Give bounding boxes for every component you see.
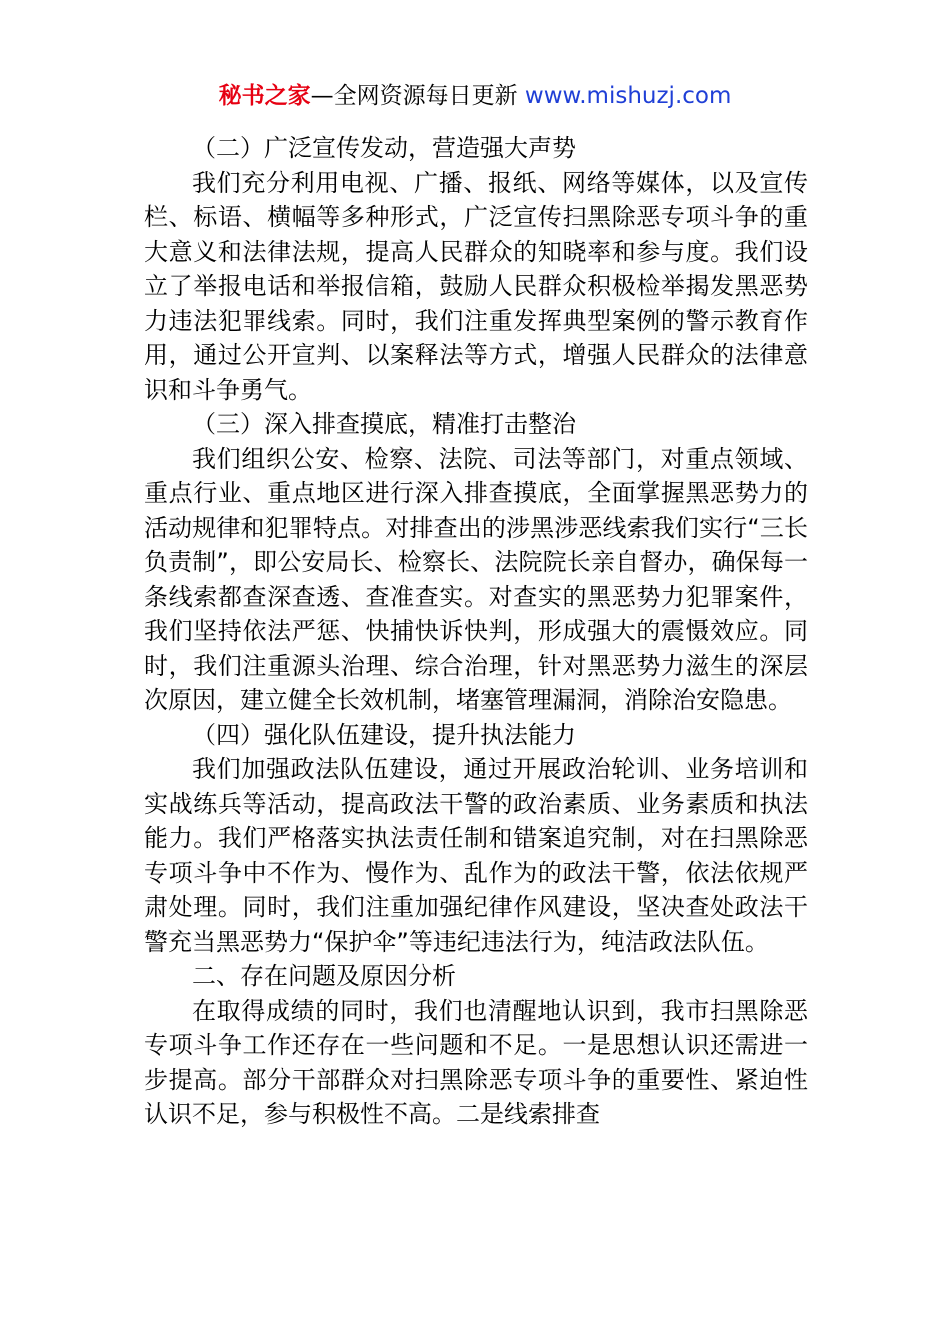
header-tagline: —全网资源每日更新 <box>310 83 525 109</box>
section-heading-problems: 二、存在问题及原因分析 <box>192 962 456 990</box>
paragraph-team-building: 我们加强政法队伍建设，通过开展政治轮训、业务培训和实战练兵等活动，提高政法干警的政治素质、业务素质和执法能力。我们严格落实执法责任制和错案追究制，对在扫黑除恶专项斗争中不作为、慢作为、乱作为的政法干警，依法依规严肃处理。同时，我们注重加强纪律作风建设，坚决查处政法干警充当黑恶势力“保护伞”等违纪违法行为，纯洁政法队伍。 <box>144 755 808 956</box>
paragraph-investigation: 我们组织公安、检察、法院、司法等部门，对重点领域、重点行业、重点地区进行深入排查摸底，全面掌握黑恶势力的活动规律和犯罪特点。对排查出的涉黑涉恶线索我们实行“三长负责制”，即公安局长、检察长、法院院长亲自督办，确保每一条线索都查深查透、查准查实。对查实的黑恶势力犯罪案件，我们坚持依法严惩、快捕快诉快判，形成强大的震慑效应。同时，我们注重源头治理、综合治理，针对黑恶势力滋生的深层次原因，建立健全长效机制，堵塞管理漏洞，消除治安隐患。 <box>144 444 808 714</box>
site-header <box>0 80 950 112</box>
paragraph-problems: 在取得成绩的同时，我们也清醒地认识到，我市扫黑除恶专项斗争工作还存在一些问题和不足。一是思想认识还需进一步提高。部分干部群众对扫黑除恶专项斗争的重要性、紧迫性认识不足，参与积极性不高。二是线索排查 <box>144 996 808 1128</box>
paragraph-publicity: 我们充分利用电视、广播、报纸、网络等媒体，以及宣传栏、标语、横幅等多种形式，广泛宣传扫黑除恶专项斗争的重大意义和法律法规，提高人民群众的知晓率和参与度。我们设立了举报电话和举报信箱，鼓励人民群众积极检举揭发黑恶势力违法犯罪线索。同时，我们注重发挥典型案例的警示教育作用，通过公开宣判、以案释法等方式，增强人民群众的法律意识和斗争勇气。 <box>144 168 808 404</box>
section-heading-3: （三）深入排查摸底，精准打击整治 <box>192 410 576 438</box>
brand-name: 秘书之家 <box>218 83 311 109</box>
section-heading-4: （四）强化队伍建设，提升执法能力 <box>192 720 576 749</box>
site-url-link[interactable]: www.mishuzj.com <box>524 83 732 109</box>
section-heading-2: （二）广泛宣传发动，营造强大声势 <box>192 134 576 162</box>
document-body <box>144 131 808 1132</box>
